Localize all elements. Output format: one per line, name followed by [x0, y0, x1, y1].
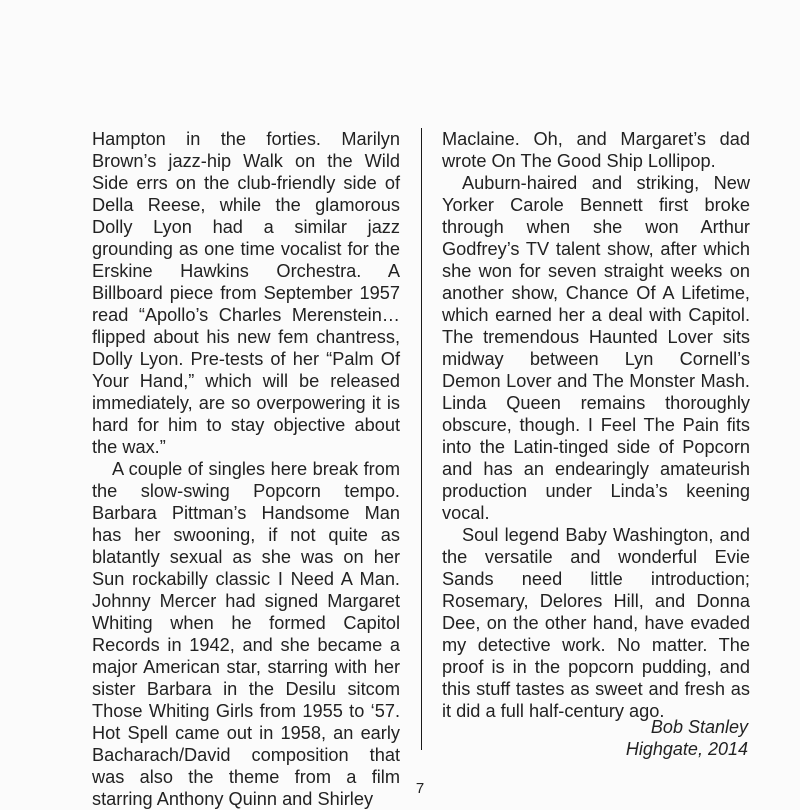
right-text-column [442, 128, 750, 722]
right-paragraph-2: Auburn-haired and striking, New Yorker Carole Bennett first broke through when she won Arthur Godfrey’s TV talent show, after which she won for seven straight weeks on another show, Chance Of A Lifetime, which earned her a deal with Capitol. The tremendous Haunted Lover sits midway between Lyn Cornell’s Demon Lover and The Monster Mash. Linda Queen remains thoroughly obscure, though. I Feel The Pain fits into the Latin-tinged side of Popcorn and has an endearingly amateurish production under Linda’s keening vocal. [442, 173, 750, 523]
left-paragraph-2: A couple of singles here break from the slow-swing Popcorn tempo. Barbara Pittman’s Handsome Man has her swooning, if not quite as blatantly sexual as she was on her Sun rockabilly classic I Need A Man. Johnny Mercer had signed Margaret Whiting when he formed Capitol Records in 1942, and she became a major American star, starring with her sister Barbara in the Desilu sitcom Those Whiting Girls from 1955 to ‘57. Hot Spell came out in 1958, an early Bacharach/David composition that was also the theme from a film starring Anthony Quinn and Shirley [92, 459, 400, 809]
right-paragraph-1: Maclaine. Oh, and Margaret’s dad wrote On The Good Ship Lollipop. [442, 129, 750, 171]
author-place-year: Highgate, 2014 [625, 739, 748, 759]
left-paragraph-1: Hampton in the forties. Marilyn Brown’s jazz-hip Walk on the Wild Side errs on the club-friendly side of Della Reese, while the glamorous Dolly Lyon had a similar jazz grounding as one time vocalist for the Erskine Hawkins Orchestra. A Billboard piece from September 1957 read “Apollo’s Charles Merenstein… flipped about his new fem chantress, Dolly Lyon. Pre-tests of her “Palm Of Your Hand,” which will be released immediately, are so overpowering it is hard for him to stay objective about the wax.” [92, 129, 400, 457]
author-name: Bob Stanley [650, 717, 748, 737]
left-text-column [92, 128, 400, 810]
signature-block [560, 716, 748, 760]
right-paragraph-3: Soul legend Baby Washington, and the versatile and wonderful Evie Sands need little introduction; Rosemary, Delores Hill, and Donna Dee, on the other hand, have evaded my detective work. No matter. The proof is in the popcorn pudding, and this stuff tastes as sweet and fresh as it did a full half-century ago. [442, 525, 750, 721]
column-divider [421, 128, 422, 750]
page-number: 7 [415, 780, 425, 797]
